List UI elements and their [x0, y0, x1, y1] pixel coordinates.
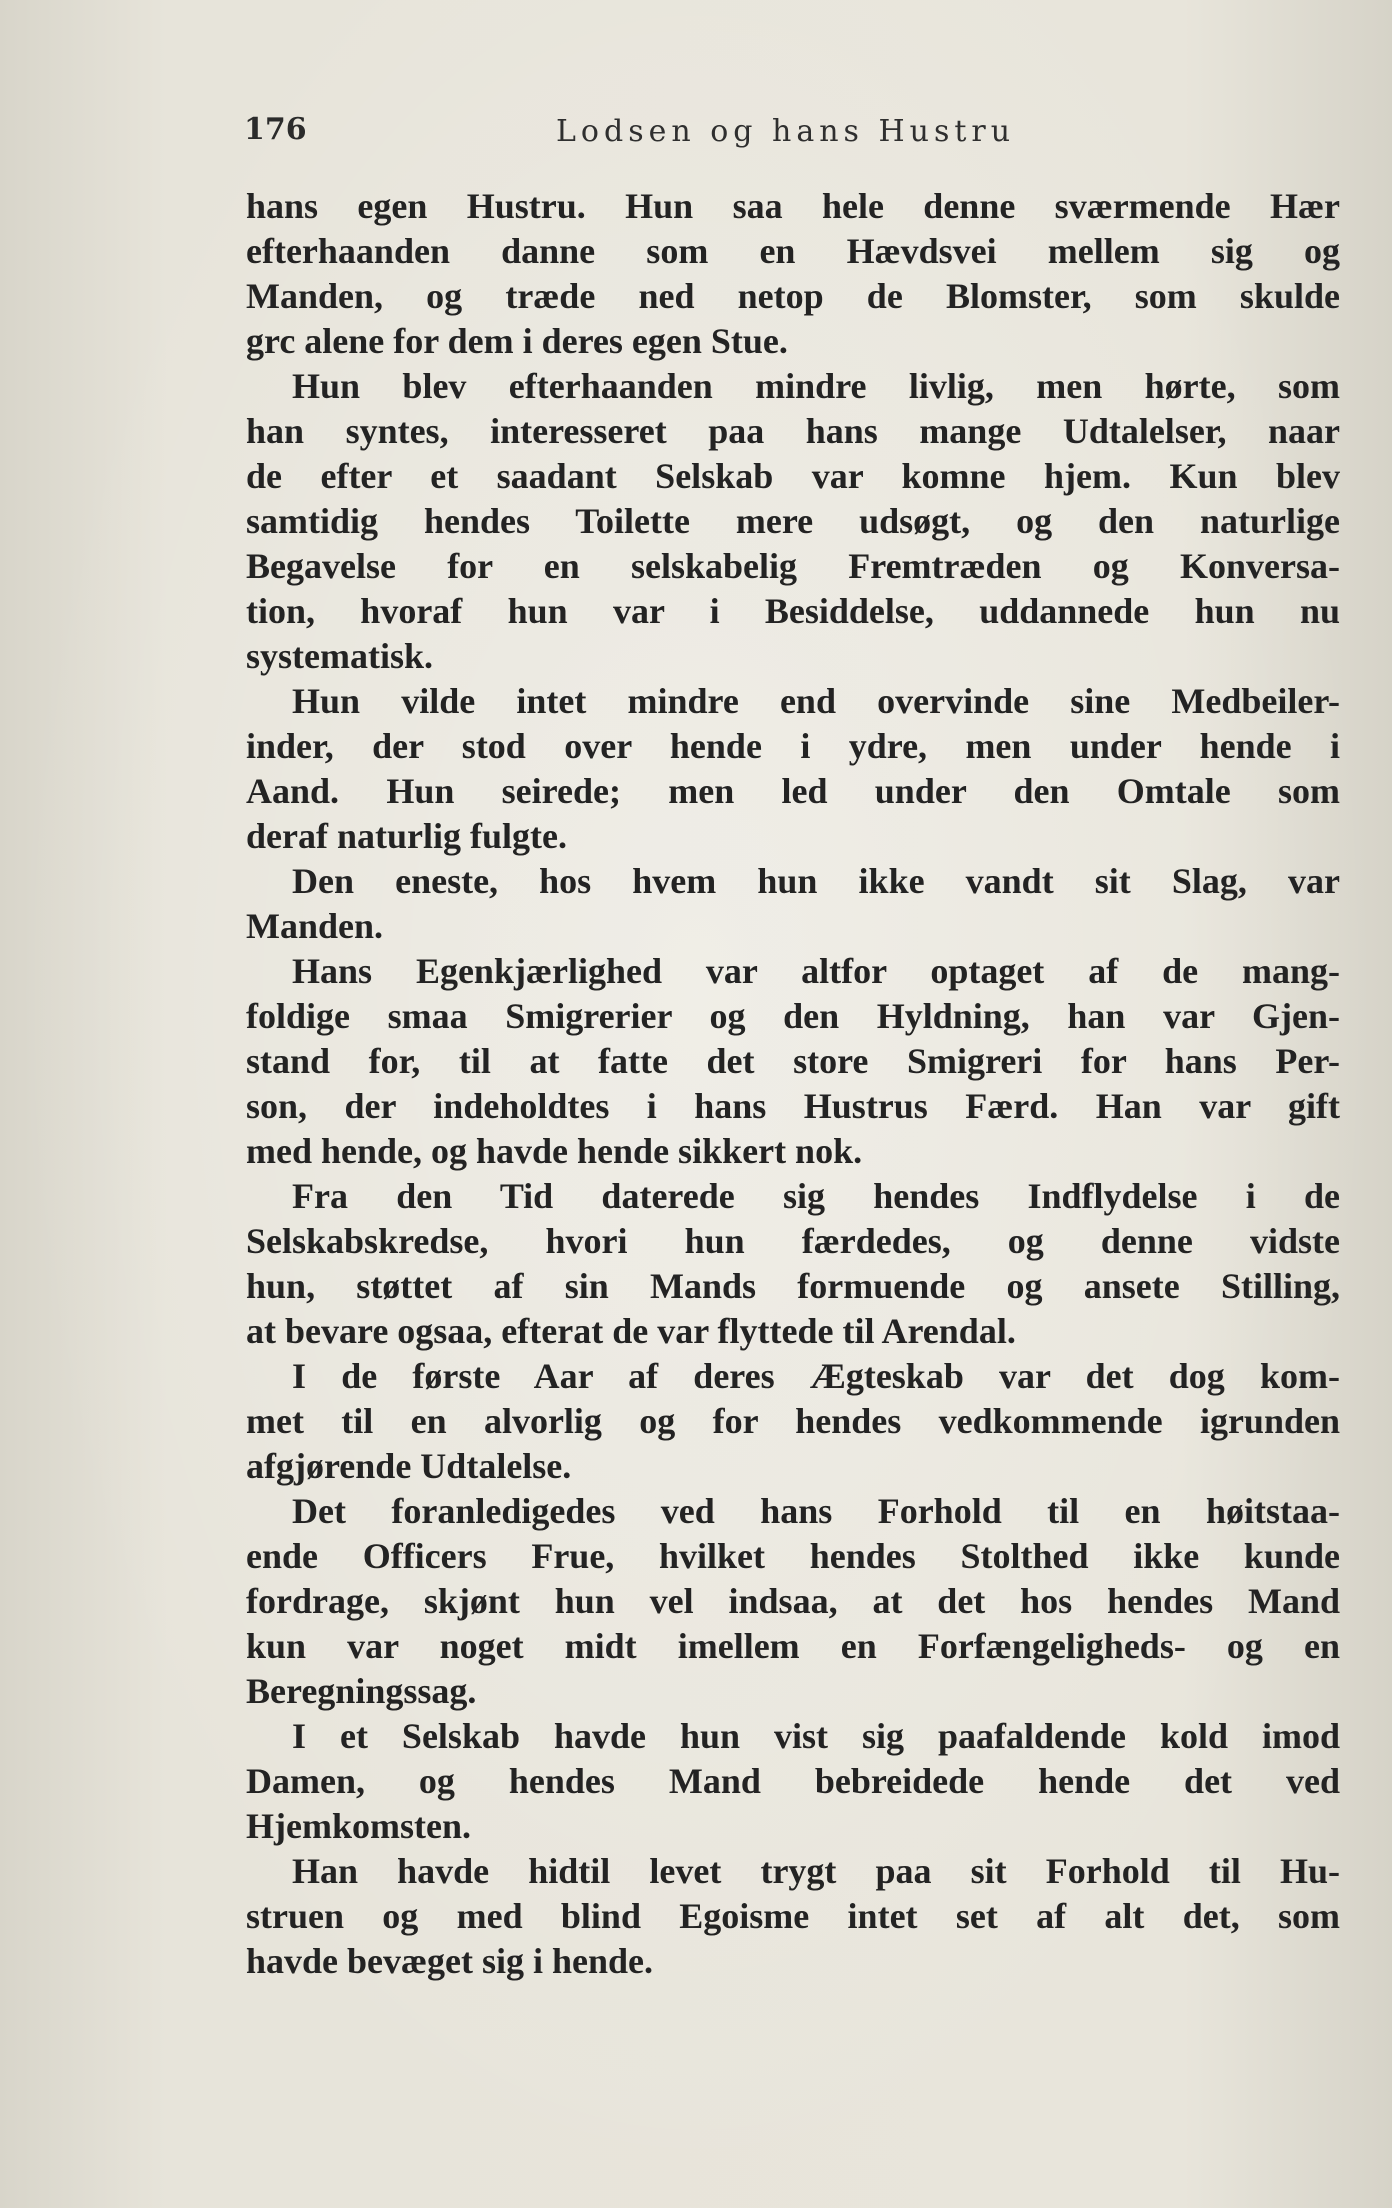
- text-line: han syntes, interesseret paa hans mange Udtalelser, naar: [246, 411, 1340, 451]
- text-line: inder, der stod over hende i ydre, men under hende i: [246, 726, 1340, 766]
- text-line: Manden, og træde ned netop de Blomster, som skulde: [246, 276, 1340, 316]
- text-line: efterhaanden danne som en Hævdsvei mellem sig og: [246, 231, 1340, 271]
- text-line: ende Officers Frue, hvilket hendes Stolthed ikke kunde: [246, 1536, 1340, 1576]
- text-line: systematisk.: [246, 636, 433, 676]
- text-line: Hans Egenkjærlighed var altfor optaget af de mang-: [292, 951, 1340, 991]
- text-line: de efter et saadant Selskab var komne hjem. Kun blev: [246, 456, 1340, 496]
- text-line: son, der indeholdtes i hans Hustrus Færd. Han var gift: [246, 1086, 1340, 1126]
- body-text: [246, 184, 1340, 1984]
- text-line: Den eneste, hos hvem hun ikke vandt sit Slag, var: [292, 861, 1340, 901]
- text-line: hun, støttet af sin Mands formuende og ansete Stilling,: [246, 1266, 1340, 1306]
- text-line: I de første Aar af deres Ægteskab var det dog kom-: [292, 1356, 1340, 1396]
- text-line: Damen, og hendes Mand bebreidede hende det ved: [246, 1761, 1340, 1801]
- text-line: I et Selskab havde hun vist sig paafaldende kold imod: [292, 1716, 1340, 1756]
- text-line: samtidig hendes Toilette mere udsøgt, og den naturlige: [246, 501, 1340, 541]
- text-line: fordrage, skjønt hun vel indsaa, at det hos hendes Mand: [246, 1581, 1340, 1621]
- text-line: med hende, og havde hende sikkert nok.: [246, 1131, 863, 1171]
- text-line: afgjørende Udtalelse.: [246, 1446, 572, 1486]
- running-title: Lodsen og hans Hustru: [556, 114, 1016, 149]
- text-line: havde bevæget sig i hende.: [246, 1941, 654, 1981]
- text-line: Aand. Hun seirede; men led under den Omtale som: [246, 771, 1340, 811]
- page-number: 176: [244, 112, 307, 147]
- text-line: tion, hvoraf hun var i Besiddelse, uddannede hun nu: [246, 591, 1340, 631]
- text-line: Fra den Tid daterede sig hendes Indflydelse i de: [292, 1176, 1340, 1216]
- text-line: hans egen Hustru. Hun saa hele denne sværmende Hær: [246, 186, 1340, 226]
- text-line: met til en alvorlig og for hendes vedkommende igrunden: [246, 1401, 1340, 1441]
- text-line: Beregningssag.: [246, 1671, 477, 1711]
- text-line: Hjemkomsten.: [246, 1806, 471, 1846]
- text-line: at bevare ogsaa, efterat de var flyttede til Arendal.: [246, 1311, 1016, 1351]
- text-line: grc alene for dem i deres egen Stue.: [246, 321, 788, 361]
- text-line: foldige smaa Smigrerier og den Hyldning, han var Gjen-: [246, 996, 1340, 1036]
- text-line: Selskabskredse, hvori hun færdedes, og denne vidste: [246, 1221, 1340, 1261]
- text-line: deraf naturlig fulgte.: [246, 816, 567, 856]
- text-line: Begavelse for en selskabelig Fremtræden og Konversa-: [246, 546, 1340, 586]
- text-line: stand for, til at fatte det store Smigreri for hans Per-: [246, 1041, 1340, 1081]
- text-line: Hun blev efterhaanden mindre livlig, men hørte, som: [292, 366, 1340, 406]
- text-line: struen og med blind Egoisme intet set af alt det, som: [246, 1896, 1340, 1936]
- page-header: [244, 112, 1344, 162]
- text-line: Det foranledigedes ved hans Forhold til en høitstaa-: [292, 1491, 1340, 1531]
- text-line: Han havde hidtil levet trygt paa sit Forhold til Hu-: [292, 1851, 1340, 1891]
- text-line: Hun vilde intet mindre end overvinde sine Medbeiler-: [292, 681, 1340, 721]
- text-line: kun var noget midt imellem en Forfængeligheds- og en: [246, 1626, 1340, 1666]
- text-line: Manden.: [246, 906, 384, 946]
